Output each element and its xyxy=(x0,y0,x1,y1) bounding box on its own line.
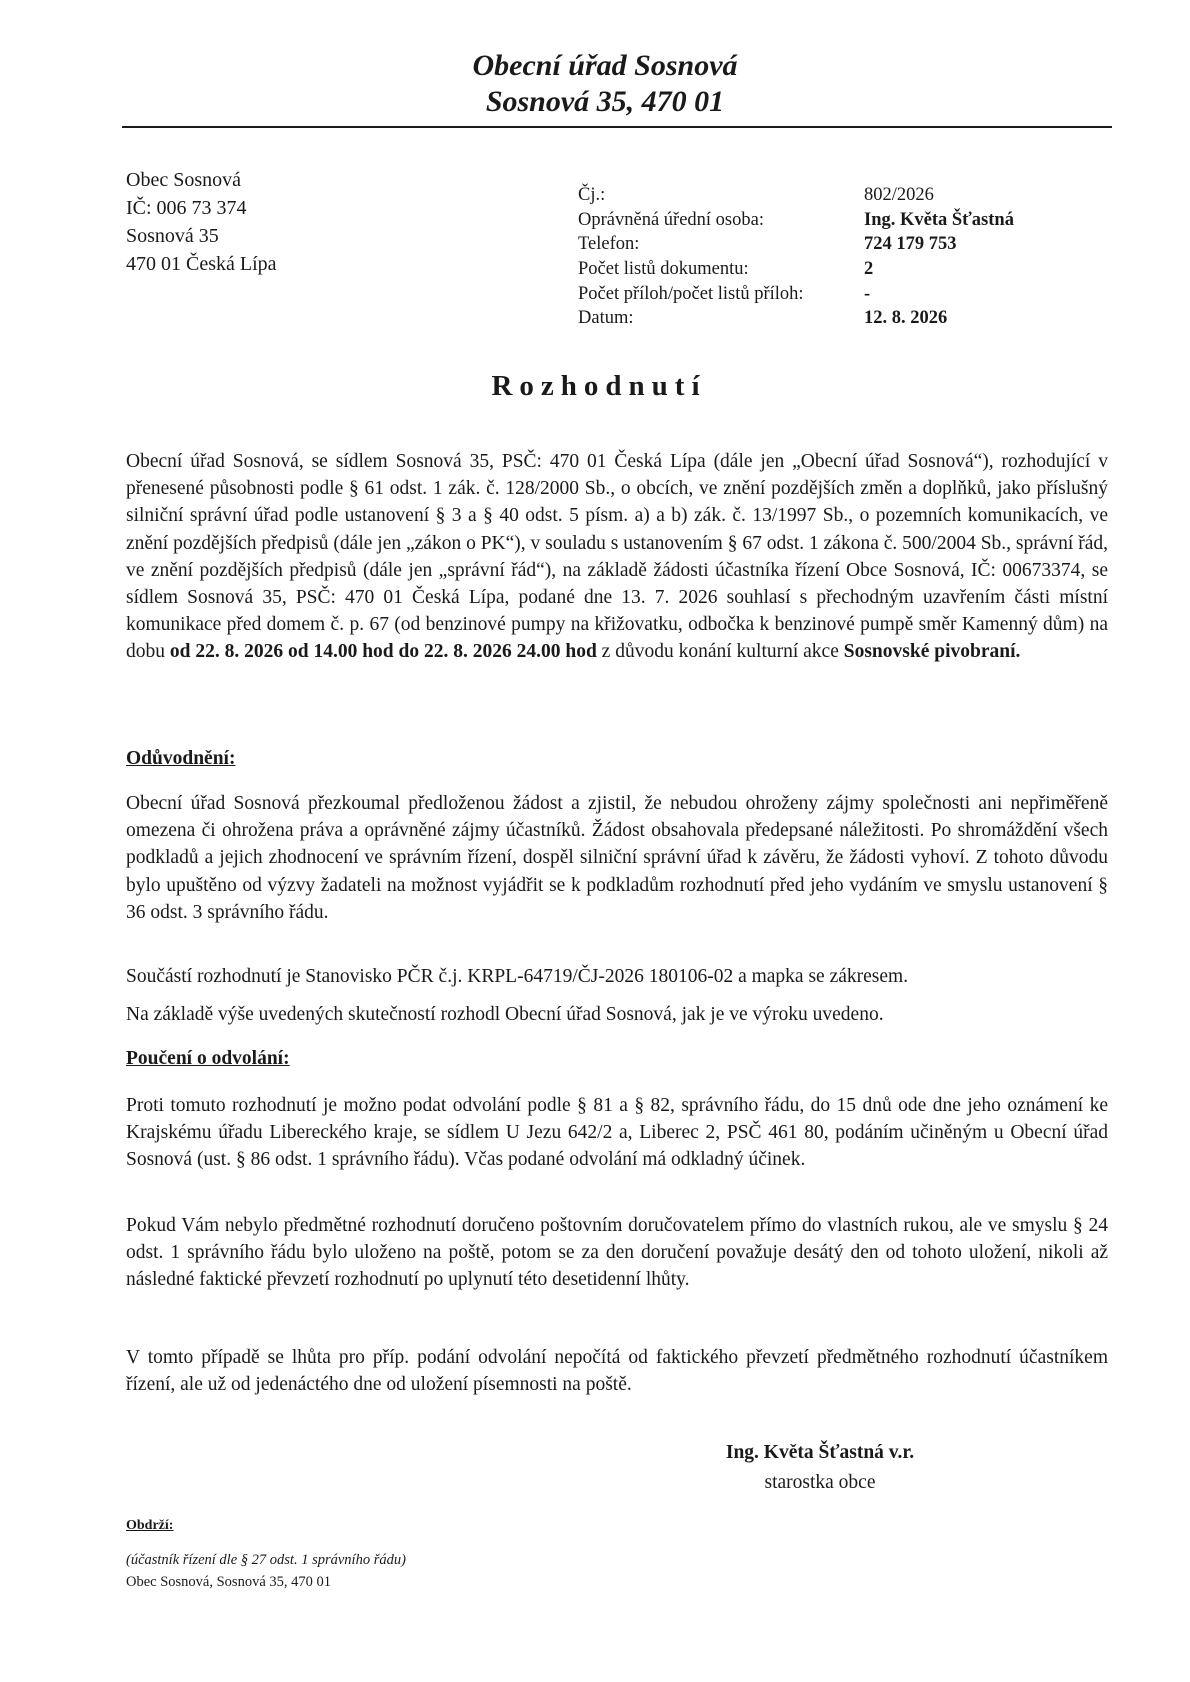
meta-label: Telefon: xyxy=(578,234,640,255)
meta-value: 2 xyxy=(864,259,874,280)
deadline-paragraph: V tomto případě se lhůta pro příp. podání odvolání nepočítá od faktického převzetí předmětného rozhodnutí účastníkem řízení, ale už od jedenáctého dne od uložení písemnosti na poště. xyxy=(126,1347,1108,1396)
meta-label: Počet listů dokumentu: xyxy=(578,259,749,280)
recipient-line: IČ: 006 73 374 xyxy=(126,197,247,219)
header-divider xyxy=(122,126,1112,128)
meta-label: Počet příloh/počet listů příloh: xyxy=(578,283,804,304)
recipient-line: Obec Sosnová xyxy=(126,169,241,191)
document-title: Rozhodnutí xyxy=(491,370,707,402)
decision-text-reason: z důvodu konání kulturní akce xyxy=(596,641,844,663)
event-name: Sosnovské pivobraní. xyxy=(843,641,1021,663)
office-name: Obecní úřad Sosnová xyxy=(472,49,738,82)
recipient-line: Sosnová 35 xyxy=(126,225,219,247)
delivery-paragraph: Pokud Vám nebylo předmětné rozhodnutí doručeno poštovním doručovatelem přímo do vlastních rukou, ale ve smyslu § 24 odst. 1 správního řádu bylo uloženo na poště, potom se za den doručení považuje desátý den od tohoto uložení, nikoli až následné faktické převzetí rozhodnutí po uplynutí této desetidenní lhůty. xyxy=(126,1215,1108,1291)
closure-period: od 22. 8. 2026 od 14.00 hod do 22. 8. 2026 24.00 hod xyxy=(169,641,597,663)
recipient-line: 470 01 Česká Lípa xyxy=(126,253,277,275)
meta-value: 12. 8. 2026 xyxy=(864,308,948,329)
signature-role: starostka obce xyxy=(764,1472,876,1493)
reasoning-attachment-note: Součástí rozhodnutí je Stanovisko PČR č.j. KRPL-64719/ČJ-2026 180106-02 a mapka se zákresem. xyxy=(126,966,909,987)
meta-label: Datum: xyxy=(578,308,634,329)
reasoning-conclusion: Na základě výše uvedených skutečností rozhodl Obecní úřad Sosnová, jak je ve výroku uvedeno. xyxy=(126,1004,884,1025)
recipients-address: Obec Sosnová, Sosnová 35, 470 01 xyxy=(126,1574,332,1590)
recipient-address-block xyxy=(126,166,277,278)
meta-value: - xyxy=(864,283,871,304)
recipients-heading: Obdrží: xyxy=(126,1518,174,1533)
signature-name: Ing. Květa Šťastná v.r. xyxy=(725,1442,915,1463)
decision-text: Obecní úřad Sosnová, se sídlem Sosnová 35, PSČ: 470 01 Česká Lípa (dále jen „Obecní úřad Sosnová“), rozhodující v přenesené působnosti podle § 61 odst. 1 zák. č. 128/2000 Sb., o obcích, ve znění pozdějších změn a doplňků, jako příslušný silniční správní úřad podle ustanovení § 3 a § 40 odst. 5 písm. a) a b) zák. č. 13/1997 Sb., o pozemních komunikacích, ve znění pozdějších předpisů (dále jen „zákon o PK“), v souladu s ustanovením § 67 odst. 1 zákona č. 500/2004 Sb., správní řád, ve znění pozdějších předpisů (dále jen „správní řád“), na základě žádosti účastníka řízení Obce Sosnová, IČ: 00673374, se sídlem Sosnová 35, PSČ: 470 01 Česká Lípa, podané dne 13. 7. 2026 souhlasí s přechodným uzavřením části místní komunikace před domem č. p. 67 (od benzinové pumpy na křižovatku, odbočka k benzinové pumpě směr Kamenný dům) na dobu xyxy=(126,451,1108,663)
decision-paragraph xyxy=(126,448,1108,666)
recipients-note: (účastník řízení dle § 27 odst. 1 správního řádu) xyxy=(126,1552,406,1568)
office-address: Sosnová 35, 470 01 xyxy=(485,85,725,118)
meta-value: 802/2026 xyxy=(864,185,934,205)
meta-label: Oprávněná úřední osoba: xyxy=(578,209,764,230)
meta-label: Čj.: xyxy=(578,185,606,205)
meta-value: 724 179 753 xyxy=(864,234,957,255)
reasoning-paragraph: Obecní úřad Sosnová přezkoumal předloženou žádost a zjistil, že nebudou ohroženy zájmy společnosti ani nepřiměřeně omezena či ohrožena práva a oprávněné zájmy účastníků. Žádost obsahovala předepsané náležitosti. Po shromáždění všech podkladů a jejich zhodnocení ve správním řízení, dospěl silniční správní úřad k závěru, že žádosti vyhoví. Z tohoto důvodu bylo upuštěno od výzvy žadateli na možnost vyjádřit se k podkladům rozhodnutí před jeho vydáním ve smyslu ustanovení § 36 odst. 3 správního řádu. xyxy=(126,793,1108,923)
appeal-paragraph: Proti tomuto rozhodnutí je možno podat odvolání podle § 81 a § 82, správního řádu, do 15 dnů ode dne jeho oznámení ke Krajskému úřadu Libereckého kraje, se sídlem U Jezu 642/2 a, Liberec 2, PSČ 461 80, podáním učiněným u Obecní úřad Sosnová (ust. § 86 odst. 1 správního řádu). Včas podané odvolání má odkladný účinek. xyxy=(126,1095,1108,1171)
reasoning-heading: Odůvodnění: xyxy=(126,748,236,769)
appeal-heading: Poučení o odvolání: xyxy=(126,1048,290,1069)
meta-value: Ing. Květa Šťastná xyxy=(864,209,1014,230)
